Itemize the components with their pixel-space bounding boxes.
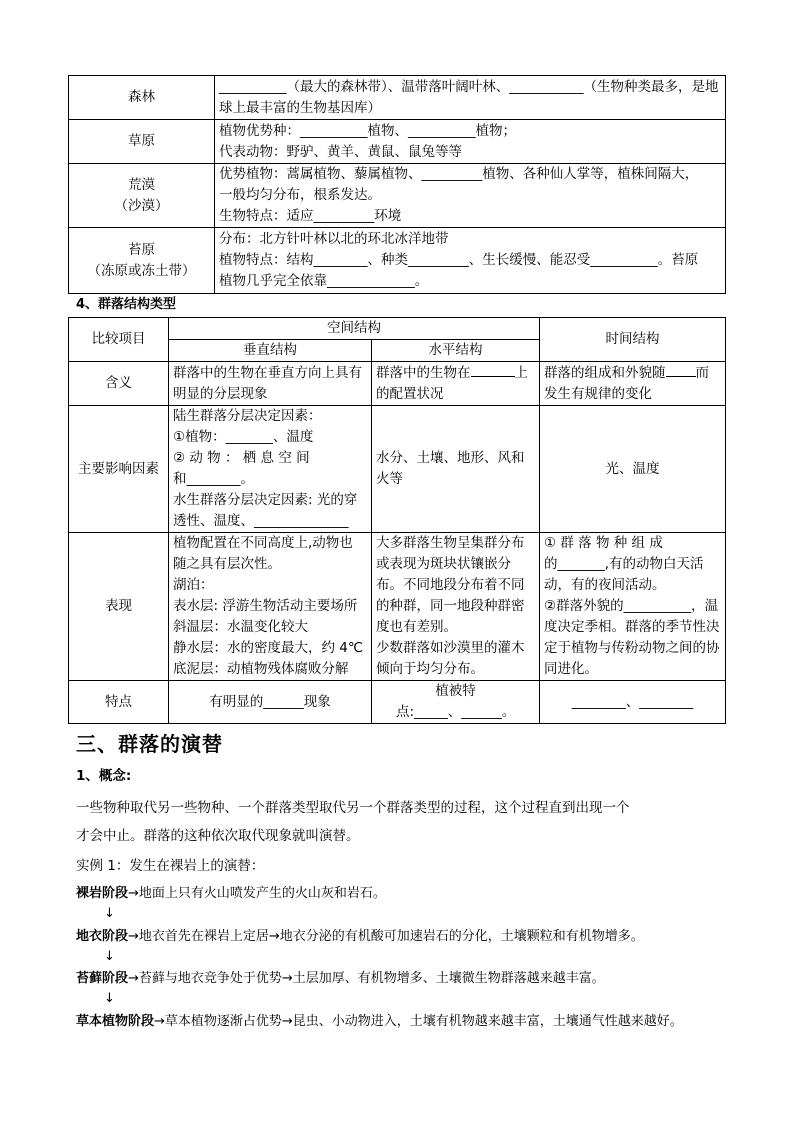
concept-text: 才会中止。群落的这种依次取代现象就叫演替。 [76, 828, 360, 844]
cell [372, 533, 540, 681]
desc-line: 植物几乎完全依靠_____________。 [219, 273, 429, 289]
line: 静水层：水的密度最大，约 4℃ [173, 640, 364, 656]
table-row [69, 362, 726, 406]
row-label: 特点 [69, 681, 169, 724]
biome-table [68, 75, 726, 294]
table-row [69, 120, 726, 164]
line: 植被特 [435, 683, 476, 699]
stage-text: →苔藓与地衣竞争处于优势→土层加厚、有机物增多、土壤微生物群落越来越丰富。 [128, 971, 605, 986]
biome-name: 森林 [69, 76, 215, 120]
line: ② 动 物 ： 栖 息 空 间 [173, 450, 310, 466]
cell: ________、________ [540, 681, 726, 724]
table-row [69, 406, 726, 533]
cell [540, 362, 726, 406]
header-vertical: 垂直结构 [169, 340, 372, 362]
biome-desc [215, 228, 726, 294]
text: 群落中的生物在 [376, 365, 471, 381]
desc-line: 一般均匀分布，根系发达。 [219, 187, 381, 203]
text: 而发生有规律的变化 [544, 365, 709, 402]
stage-line [76, 969, 605, 989]
stage-line [76, 884, 386, 904]
table-row [69, 318, 726, 340]
stage-text: →草本植物逐渐占优势→昆虫、小动物进入，土壤有机物越来越丰富，土壤通气性越来越好。 [154, 1014, 683, 1029]
biome-name-alt: （沙漠） [114, 197, 169, 214]
cell [169, 406, 372, 533]
row-label: 含义 [69, 362, 169, 406]
line: 的_______,有的动物白天活动，有的夜间活动。 [544, 556, 704, 593]
structure-table [68, 317, 726, 724]
desc-line: 优势植物：蒿属植物、藜属植物、_________植物、各种仙人掌等，植株间隔大， [219, 166, 699, 182]
line: 随之具有层次性。 [173, 556, 281, 572]
header-spatial: 空间结构 [169, 318, 540, 340]
cell [372, 681, 540, 724]
line: ① 群 落 物 种 组 成 [544, 535, 663, 551]
down-arrow-icon: ↓ [104, 949, 115, 964]
example-title: 实例 1：发生在裸岩上的演替： [76, 858, 265, 874]
biome-desc [215, 164, 726, 228]
down-arrow-icon: ↓ [104, 906, 115, 921]
stage-name: 苔藓阶段 [76, 971, 129, 986]
line: 点:_____、______。 [396, 704, 516, 720]
stage-text: →地衣首先在裸岩上定居→地衣分泌的有机酸可加速岩石的分化，土壤颗粒和有机物增多。 [128, 929, 644, 944]
desc-line: 代表动物：野驴、黄羊、黄鼠、鼠兔等等 [219, 143, 462, 160]
stage-name: 裸岩阶段 [76, 886, 129, 901]
line: 水生群落分层决定因素: 光的穿 [173, 492, 358, 508]
line: 和________。 [173, 471, 254, 487]
fill-blank [471, 362, 515, 377]
line: 斜温层：水温变化较大 [173, 619, 308, 635]
biome-desc: __________（最大的森林带）、温带落叶阔叶林、___________（生物种类最多，是地球上最丰富的生物基因库） [215, 76, 726, 120]
header-temporal: 时间结构 [540, 318, 726, 362]
desc-line: 植物优势种：__________植物、__________植物； [219, 122, 516, 139]
line: 表水层: 浮游生物活动主要场所 [173, 598, 358, 614]
cell: 水分、土壤、地形、风和火等 [372, 406, 540, 533]
down-arrow-icon: ↓ [104, 991, 115, 1006]
biome-name-alt: （冻原或冻土带） [87, 262, 196, 279]
desc-line: 分布：北方针叶林以北的环北冰洋地带 [219, 231, 449, 247]
concept-title: 1、概念: [76, 768, 132, 784]
cell: 光、温度 [540, 406, 726, 533]
line: 植物配置在不同高度上,动物也 [173, 535, 353, 551]
cell [540, 533, 726, 681]
section-title: 4、群落结构类型 [76, 297, 177, 312]
line: 少数群落如沙漠里的灌木倾向于均匀分布。 [376, 640, 525, 677]
stage-text: →地面上只有火山喷发产生的火山灰和岩石。 [128, 886, 386, 901]
line: ②群落外貌的__________，温度决定季相。群落的季节性决定于植物与传粉动物之间的协同进化。 [544, 598, 720, 677]
line: 湖泊： [173, 577, 214, 593]
concept-text: 一些物种取代另一些物种、一个群落类型取代另一个群落类型的过程，这个过程直到出现一个 [76, 800, 630, 816]
header-horizontal: 水平结构 [372, 340, 540, 362]
row-label: 主要影响因素 [69, 406, 169, 533]
stage-name: 草本植物阶段 [76, 1014, 155, 1029]
biome-name [69, 228, 215, 294]
desc-line: 植物特点：结构________、种类_________、生长缓慢、能忍受__________。苔原 [219, 252, 699, 268]
section-heading: 三、群落的演替 [76, 732, 223, 756]
row-label: 表现 [69, 533, 169, 681]
line: 透性、温度、______________ [173, 513, 349, 529]
line: 大多群落生物呈集群分布或表现为斑块状镶嵌分布。不同地段分布着不同的种群，同一地段种群密度也有差别。 [376, 535, 525, 635]
table-row [69, 76, 726, 120]
text: 上的配置状况 [376, 365, 528, 402]
text: 群落的组成和外貌随 [544, 365, 666, 381]
stage-line [76, 927, 644, 947]
table-row [69, 533, 726, 681]
table-row [69, 681, 726, 724]
cell [372, 362, 540, 406]
cell: 群落中的生物在垂直方向上具有明显的分层现象 [169, 362, 372, 406]
cell [169, 533, 372, 681]
header-compare: 比较项目 [69, 318, 169, 362]
table-row [69, 164, 726, 228]
fill-blank [666, 362, 696, 377]
biome-desc [215, 120, 726, 164]
cell: 有明显的______现象 [169, 681, 372, 724]
stage-name: 地衣阶段 [76, 929, 129, 944]
biome-name: 草原 [69, 120, 215, 164]
line: 陆生群落分层决定因素： [173, 408, 322, 424]
line: 底泥层：动植物残体腐败分解 [173, 661, 349, 677]
desc-line: 生物特点：适应_________环境 [219, 208, 402, 224]
table-row [69, 228, 726, 294]
biome-name-main: 荒漠 [128, 176, 155, 193]
line: ①植物：_______、温度 [173, 429, 314, 445]
biome-name-main: 苔原 [128, 241, 155, 258]
stage-line [76, 1012, 683, 1032]
biome-name [69, 164, 215, 228]
